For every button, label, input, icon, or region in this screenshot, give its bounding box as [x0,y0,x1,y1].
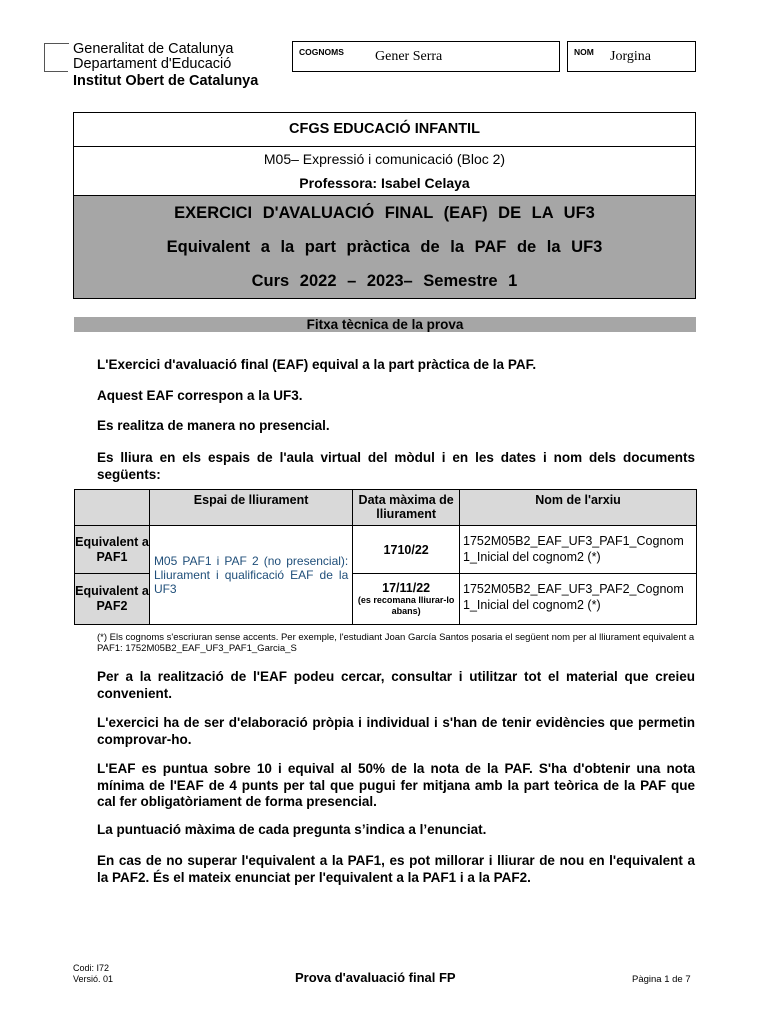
table-header-space: Espai de lliurament [149,490,352,526]
footer-code: Codi: I72 [73,963,110,973]
paragraph-9: En cas de no superar l'equivalent a la PAF1, es pot millorar i lliurar de nou en l'equivalent a la PAF2. És el mateix enunciat per l'equivalent a la PAF1 i a la PAF2. [97,853,695,885]
title-block [73,112,696,299]
surname-field [292,41,560,72]
date-value: 17/11/22 [382,581,431,595]
paragraph-4: Es lliura en els espais de l'aula virtual del mòdul i en les dates i nom dels documents següents: [97,450,695,482]
exam-heading-line1: EXERCICI D'AVALUACIÓ FINAL (EAF) DE LA UF3 [174,204,595,222]
exam-heading-line3: Curs 2022 – 2023– Semestre 1 [251,272,518,290]
date-note: (es recomana lliurar-lo abans) [357,595,455,616]
module-info [74,147,695,196]
date-value: 1710/22 [383,542,429,557]
footnote: (*) Els cognoms s'escriuran sense accents. Per exemple, l'estudiant Joan García Santos posaria el següent nom per al lliurament equivalent a PAF1: 1752M05B2_EAF_UF3_PAF1_Garcia_S [97,632,695,654]
paragraph-2: Aquest EAF correspon a la UF3. [97,388,303,403]
table-header-file: Nom de l'arxiu [460,490,697,526]
org-name-line2: Departament d'Educació [73,56,232,72]
exam-heading [74,196,695,298]
table-header-empty [75,490,150,526]
paragraph-7: L'EAF es puntua sobre 10 i equival al 50% de la nota de la PAF. S'ha d'obtenir una nota mínima de l'EAF de 4 punts per tal que pugui fer mitjana amb la part teòrica de la PAF que cal fer obligatòriament de forma presencial. [97,761,695,809]
surname-value: Gener Serra [375,49,443,64]
paragraph-5: Per a la realització de l'EAF podeu cercar, consultar i utilitzar tot el material que creieu convenient. [97,669,695,701]
paragraph-3: Es realitza de manera no presencial. [97,418,330,433]
row-label: Equivalent a PAF1 [75,526,150,574]
org-name-line1: Generalitat de Catalunya [73,41,234,57]
footer-title: Prova d'avaluació final FP [295,970,456,985]
row-filename: 1752M05B2_EAF_UF3_PAF1_Cognom 1_Inicial del cognom2 (*) [460,526,697,574]
row-filename: 1752M05B2_EAF_UF3_PAF2_Cognom 1_Inicial del cognom2 (*) [460,574,697,625]
footer-version: Versió. 01 [73,974,114,984]
footer-code-block [73,963,113,985]
generalitat-logo-underline [44,71,68,72]
program-title: CFGS EDUCACIÓ INFANTIL [74,113,695,147]
section-title: Fitxa tècnica de la prova [74,317,696,332]
row-date [353,574,460,625]
exam-heading-line2: Equivalent a la part pràctica de la PAF de la UF3 [166,238,603,256]
name-value: Jorgina [610,49,651,64]
paragraph-6: L'exercici ha de ser d'elaboració pròpia i individual i s'han de tenir evidències que permetin comprovar-ho. [97,715,695,747]
teacher-name: Professora: Isabel Celaya [299,175,470,191]
row-label: Equivalent a PAF2 [75,574,150,625]
institute-name: Institut Obert de Catalunya [73,73,259,89]
delivery-space: M05 PAF1 i PAF 2 (no presencial): Lliurament i qualificació EAF de la UF3 [149,526,352,625]
surname-label: COGNOMS [299,47,344,57]
page-number: Pàgina 1 de 7 [632,974,691,985]
generalitat-logo-icon [44,43,69,72]
paragraph-8: La puntuació màxima de cada pregunta s’indica a l’enunciat. [97,822,487,837]
module-title: M05– Expressió i comunicació (Bloc 2) [263,151,506,167]
paragraph-1: L'Exercici d'avaluació final (EAF) equival a la part pràctica de la PAF. [97,357,537,372]
name-field [567,41,696,72]
table-header-date: Data màxima de lliurament [353,490,460,526]
delivery-table [74,489,697,625]
table-row [75,526,697,574]
name-label: NOM [574,47,594,57]
row-date [353,526,460,574]
